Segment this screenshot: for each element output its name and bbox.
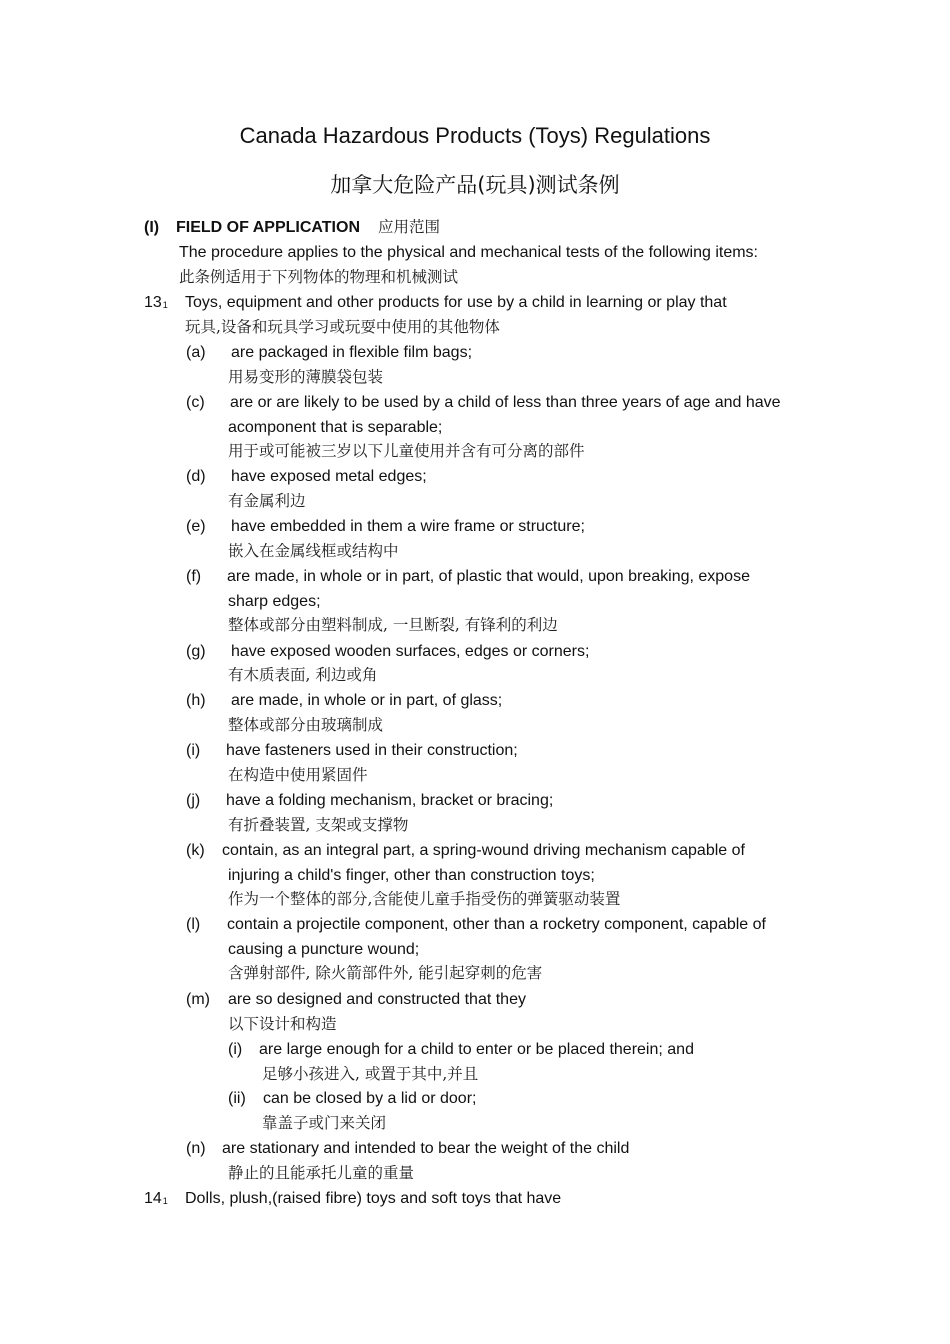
clause-text-continued: injuring a child's finger, other than construction toys; <box>228 867 595 884</box>
clause-label: (i) <box>186 742 201 759</box>
clause-label: (l) <box>186 916 201 933</box>
clause-label: (m) <box>186 991 210 1008</box>
item-number-sub: 1 <box>162 1196 168 1206</box>
clause-text: are made, in whole or in part, of glass; <box>231 692 503 709</box>
clause-text: have a folding mechanism, bracket or bracing; <box>226 792 554 809</box>
clause-text: have fasteners used in their construction; <box>226 742 518 759</box>
clause-text-zh: 用于或可能被三岁以下儿童使用并含有可分离的部件 <box>228 442 585 460</box>
clause-text: are packaged in flexible film bags; <box>231 344 473 361</box>
clause-text-continued: sharp edges; <box>228 593 321 610</box>
clause-label: (c) <box>186 394 205 411</box>
clause-text: are stationary and intended to bear the weight of the child <box>222 1140 630 1157</box>
page-title: Canada Hazardous Products (Toys) Regulations <box>239 123 711 148</box>
clause-label: (e) <box>186 518 206 535</box>
item-text: Dolls, plush,(raised fibre) toys and soft toys that have <box>185 1190 562 1207</box>
item-text-zh: 玩具,设备和玩具学习或玩耍中使用的其他物体 <box>185 318 500 336</box>
section-intro: The procedure applies to the physical and mechanical tests of the following items: <box>179 244 758 261</box>
clause-text-zh: 含弹射部件, 除火箭部件外, 能引起穿刺的危害 <box>228 964 543 982</box>
section-label: (I) <box>144 219 160 236</box>
clause-text-zh: 有木质表面, 利边或角 <box>228 666 378 684</box>
item-text: Toys, equipment and other products for use by a child in learning or play that <box>185 294 727 311</box>
item-number <box>144 1191 168 1207</box>
clause-label: (d) <box>186 468 206 485</box>
clause-text: have embedded in them a wire frame or structure; <box>231 518 585 535</box>
clause-label: (h) <box>186 692 206 709</box>
clause-text: have exposed wooden surfaces, edges or corners; <box>231 643 590 660</box>
clause-text-zh: 以下设计和构造 <box>228 1015 337 1033</box>
subclause-text: are large enough for a child to enter or be placed therein; and <box>259 1041 694 1058</box>
clause-text-zh: 静止的且能承托儿童的重量 <box>228 1164 415 1182</box>
clause-text: are or are likely to be used by a child of less than three years of age and have <box>230 394 781 411</box>
subclause-text: can be closed by a lid or door; <box>263 1090 477 1107</box>
clause-text-zh: 嵌入在金属线框或结构中 <box>228 542 399 560</box>
item-number <box>144 295 168 311</box>
clause-label: (g) <box>186 643 206 660</box>
subclause-text-zh: 靠盖子或门来关闭 <box>262 1114 387 1132</box>
clause-text-zh: 有金属利边 <box>228 492 306 510</box>
subclause-text-zh: 足够小孩进入, 或置于其中,并且 <box>262 1065 479 1083</box>
section-intro-zh: 此条例适用于下列物体的物理和机械测试 <box>179 268 459 286</box>
clause-text-zh: 有折叠装置, 支架或支撑物 <box>228 816 409 834</box>
clause-text: are made, in whole or in part, of plastic that would, upon breaking, expose <box>227 568 750 585</box>
clause-label: (k) <box>186 842 205 859</box>
clause-label: (f) <box>186 568 202 585</box>
clause-label: (a) <box>186 344 206 361</box>
item-number-sub: 1 <box>162 300 168 310</box>
clause-text: are so designed and constructed that they <box>228 991 526 1008</box>
subclause-label: (i) <box>228 1041 243 1058</box>
clause-text-zh: 在构造中使用紧固件 <box>228 766 368 784</box>
subclause-label: (ii) <box>228 1090 246 1107</box>
clause-text-zh: 用易变形的薄膜袋包装 <box>228 368 384 386</box>
clause-text: have exposed metal edges; <box>231 468 427 485</box>
section-heading: FIELD OF APPLICATION <box>176 219 360 236</box>
clause-text-continued: acomponent that is separable; <box>228 419 443 436</box>
section-heading-zh: 应用范围 <box>378 218 441 236</box>
clause-text-continued: causing a puncture wound; <box>228 941 420 958</box>
clause-label: (j) <box>186 792 201 809</box>
item-number-main: 13 <box>144 294 162 311</box>
clause-label: (n) <box>186 1140 206 1157</box>
clause-text: contain a projectile component, other than a rocketry component, capable of <box>227 916 766 933</box>
clause-text: contain, as an integral part, a spring-wound driving mechanism capable of <box>222 842 745 859</box>
clause-text-zh: 整体或部分由玻璃制成 <box>228 716 384 734</box>
item-number-main: 14 <box>144 1190 162 1207</box>
clause-text-zh: 作为一个整体的部分,含能使儿童手指受伤的弹簧驱动装置 <box>228 890 621 908</box>
clause-text-zh: 整体或部分由塑料制成, 一旦断裂, 有锋利的利边 <box>228 616 558 634</box>
page-title-chinese: 加拿大危险产品(玩具)测试条例 <box>330 173 620 197</box>
